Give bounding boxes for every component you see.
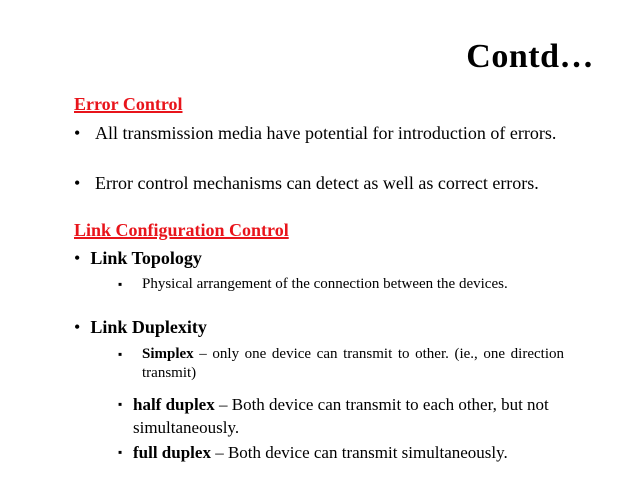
subheading-link-topology <box>74 248 202 269</box>
duplex-item-full <box>118 441 578 464</box>
bullet-dot: • <box>74 248 81 268</box>
subheading-label: Link Topology <box>90 248 202 268</box>
heading-error-control: Error Control <box>74 94 183 114</box>
duplex-item-text <box>133 393 578 439</box>
duplex-term: full duplex <box>133 443 211 462</box>
duplex-desc: – only one device can transmit to other. (ie., one direction transmit) <box>142 346 564 381</box>
square-bullet: ▪ <box>118 397 123 411</box>
bullet-text: All transmission media have potential for introduction of errors. <box>95 123 557 143</box>
subheading-link-duplexity <box>74 317 207 338</box>
duplex-term: Simplex <box>142 346 194 362</box>
topology-item-text: Physical arrangement of the connection between the devices. <box>142 276 508 292</box>
bullet-error-correct <box>74 171 564 195</box>
bullet-dot: • <box>74 173 81 193</box>
duplex-item-half <box>118 393 578 439</box>
bullet-dot: • <box>74 317 81 337</box>
square-bullet: ▪ <box>118 445 123 459</box>
duplex-term: half duplex <box>133 395 215 414</box>
topology-item <box>118 275 564 294</box>
subheading-label: Link Duplexity <box>90 317 207 337</box>
bullet-text: Error control mechanisms can detect as well as correct errors. <box>95 173 539 193</box>
bullet-error-intro <box>74 121 564 145</box>
square-bullet: ▪ <box>118 277 123 291</box>
duplex-item-text <box>142 345 564 383</box>
duplex-item-simplex <box>118 345 564 383</box>
heading-link-configuration: Link Configuration Control <box>74 220 289 240</box>
duplex-desc: – Both device can transmit simultaneously. <box>210 443 508 462</box>
slide-title: Contd… <box>466 38 594 75</box>
bullet-dot: • <box>74 123 81 143</box>
square-bullet: ▪ <box>118 347 123 361</box>
duplex-item-text <box>133 441 578 464</box>
duplex-desc: – Both device can transmit to each other, but not simultaneously. <box>133 395 549 437</box>
